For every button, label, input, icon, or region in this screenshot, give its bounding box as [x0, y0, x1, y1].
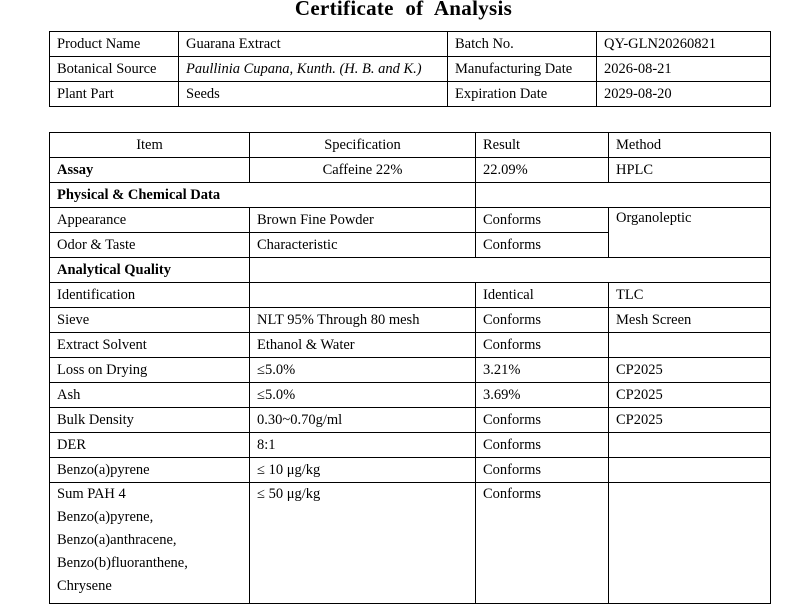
- pah-row: [50, 483, 771, 604]
- row-method: CP2025: [609, 358, 771, 383]
- table-row: [50, 433, 771, 458]
- info-row: [50, 82, 771, 107]
- row-specification: 0.30~0.70g/ml: [250, 408, 476, 433]
- table-row: [50, 408, 771, 433]
- pah-method: [609, 483, 771, 604]
- row-result: Conforms: [476, 408, 609, 433]
- row-result: Conforms: [476, 308, 609, 333]
- row-result: Conforms: [476, 433, 609, 458]
- row-result: Conforms: [476, 208, 609, 233]
- row-method: Organoleptic: [609, 208, 771, 258]
- plant-part-value: Seeds: [179, 82, 448, 107]
- row-specification: ≤5.0%: [250, 383, 476, 408]
- table-row: [50, 358, 771, 383]
- pah-item: [50, 483, 250, 604]
- section-blank: [476, 183, 771, 208]
- row-specification: ≤5.0%: [250, 358, 476, 383]
- row-item: Benzo(a)pyrene: [50, 458, 250, 483]
- table-header-row: [50, 133, 771, 158]
- row-specification: Characteristic: [250, 233, 476, 258]
- header-item: Item: [50, 133, 250, 158]
- row-item: Odor & Taste: [50, 233, 250, 258]
- row-item: Bulk Density: [50, 408, 250, 433]
- section-row: [50, 183, 771, 208]
- row-item: Identification: [50, 283, 250, 308]
- row-method: [609, 433, 771, 458]
- table-row: [50, 208, 771, 233]
- row-result: 3.69%: [476, 383, 609, 408]
- table-row: [50, 283, 771, 308]
- row-result: Identical: [476, 283, 609, 308]
- row-specification: Brown Fine Powder: [250, 208, 476, 233]
- pah-item-line: Benzo(b)fluoranthene,: [57, 555, 188, 571]
- row-result: Conforms: [476, 458, 609, 483]
- document-title: Certificate of Analysis: [294, 0, 513, 20]
- section-physical-chemical: Physical & Chemical Data: [50, 183, 476, 208]
- pah-item-line: Benzo(a)pyrene,: [57, 509, 154, 525]
- batch-no-value: QY-GLN20260821: [597, 32, 771, 57]
- header-specification: Specification: [250, 133, 476, 158]
- row-item: DER: [50, 433, 250, 458]
- manufacturing-date-value: 2026-08-21: [597, 57, 771, 82]
- pah-specification: ≤ 50 μg/kg: [250, 483, 476, 604]
- section-blank: [250, 258, 771, 283]
- botanical-source-label: Botanical Source: [50, 57, 179, 82]
- expiration-date-label: Expiration Date: [448, 82, 597, 107]
- assay-method: HPLC: [609, 158, 771, 183]
- table-row: [50, 458, 771, 483]
- row-item: Loss on Drying: [50, 358, 250, 383]
- row-item: Appearance: [50, 208, 250, 233]
- row-method: CP2025: [609, 383, 771, 408]
- analysis-table: [49, 132, 771, 604]
- section-row: [50, 258, 771, 283]
- pah-item-line: Chrysene: [57, 578, 112, 594]
- product-info-table: [49, 31, 771, 107]
- assay-result: 22.09%: [476, 158, 609, 183]
- row-method: [609, 333, 771, 358]
- row-item: Ash: [50, 383, 250, 408]
- table-row: [50, 308, 771, 333]
- row-item: Extract Solvent: [50, 333, 250, 358]
- row-result: 3.21%: [476, 358, 609, 383]
- expiration-date-value: 2029-08-20: [597, 82, 771, 107]
- row-specification: 8:1: [250, 433, 476, 458]
- table-row: [50, 383, 771, 408]
- assay-item: Assay: [50, 158, 250, 183]
- info-row: [50, 32, 771, 57]
- batch-no-label: Batch No.: [448, 32, 597, 57]
- pah-result: Conforms: [476, 483, 609, 604]
- manufacturing-date-label: Manufacturing Date: [448, 57, 597, 82]
- pah-item-line: Sum PAH 4: [57, 486, 126, 502]
- header-method: Method: [609, 133, 771, 158]
- botanical-source-value: Paullinia Cupana, Kunth. (H. B. and K.): [179, 57, 448, 82]
- row-method: CP2025: [609, 408, 771, 433]
- row-method: Mesh Screen: [609, 308, 771, 333]
- row-method: TLC: [609, 283, 771, 308]
- info-row: [50, 57, 771, 82]
- assay-row: [50, 158, 771, 183]
- pah-item-line: Benzo(a)anthracene,: [57, 532, 177, 548]
- row-specification: ≤ 10 μg/kg: [250, 458, 476, 483]
- product-name-value: Guarana Extract: [179, 32, 448, 57]
- row-result: Conforms: [476, 333, 609, 358]
- row-item: Sieve: [50, 308, 250, 333]
- header-result: Result: [476, 133, 609, 158]
- row-specification: NLT 95% Through 80 mesh: [250, 308, 476, 333]
- table-row: [50, 333, 771, 358]
- row-specification: [250, 283, 476, 308]
- row-result: Conforms: [476, 233, 609, 258]
- row-method: [609, 458, 771, 483]
- product-name-label: Product Name: [50, 32, 179, 57]
- section-analytical-quality: Analytical Quality: [50, 258, 250, 283]
- assay-specification: Caffeine 22%: [250, 158, 476, 183]
- row-specification: Ethanol & Water: [250, 333, 476, 358]
- plant-part-label: Plant Part: [50, 82, 179, 107]
